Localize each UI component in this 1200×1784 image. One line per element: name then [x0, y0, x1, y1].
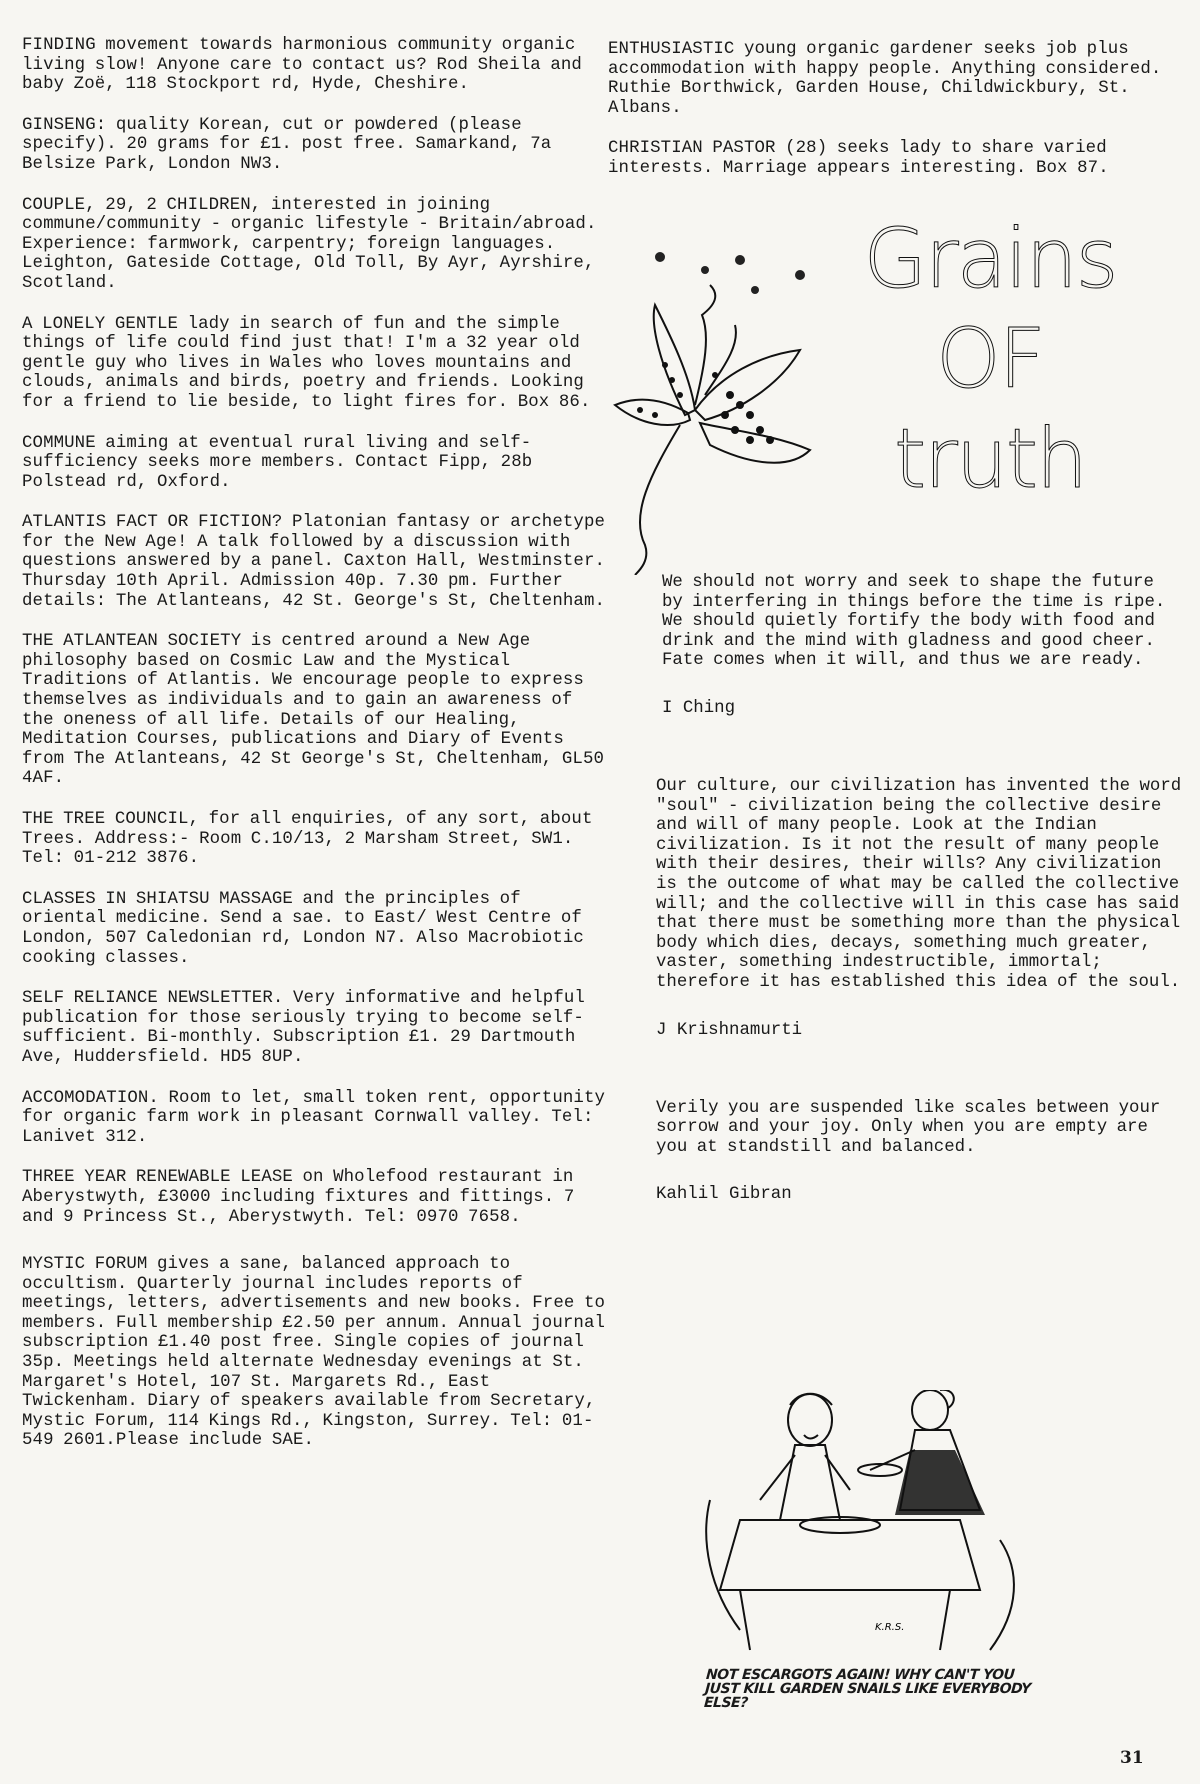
quotes-section	[656, 573, 1182, 1263]
cartoon-illustration	[700, 1390, 1060, 1670]
classified-column-right	[608, 40, 1198, 200]
feature-title-line: OF	[936, 312, 1044, 407]
classified-ad: GINSENG: quality Korean, cut or powdered (please specify). 20 grams for £1. post free. Samarkand, 7a Belsize Park, London NW3.	[22, 115, 552, 174]
feature-title	[850, 210, 1130, 510]
classified-ad: CLASSES IN SHIATSU MASSAGE and the principles of oriental medicine. Send a sae. to East/ West Centre of London, 507 Caledonian rd, London N7. Also Macrobiotic cooking classes.	[22, 889, 584, 968]
page-number: 31	[1120, 1748, 1144, 1768]
quote-text: We should not worry and seek to shape the future by interfering in things before the time is ripe. We should quietly fortify the body with food and drink and the mind with gladness and good cheer. Fate comes when it will, and thus we are ready.	[662, 573, 1166, 671]
feature-title-line: Grains	[863, 212, 1117, 307]
flower-illustration	[610, 245, 840, 575]
classified-ad: THE ATLANTEAN SOCIETY is centred around a New Age philosophy based on Cosmic Law and the Mystical Traditions of Atlantis. We encourage people to express themselves as individuals and to gain an awareness of the oneness of all life. Details of our Healing, Meditation Courses, publications and Diary of Events from The Atlanteans, 42 St George's St, Cheltenham, GL50 4AF.	[22, 632, 605, 789]
feature-title-line: truth	[894, 412, 1086, 507]
classified-ad: COUPLE, 29, 2 CHILDREN, interested in joining commune/community - organic lifestyle - Britain/abroad. Experience: farmwork, carpentry; foreign languages. Leighton, Gateside Cottage, Old Toll, By Ayr, Ayrshire, Scotland.	[22, 195, 597, 293]
cartoon-signature: K.R.S.	[875, 1622, 905, 1633]
quote-author: I Ching	[662, 698, 736, 718]
quote-author: Kahlil Gibran	[656, 1185, 792, 1205]
classified-ad: ENTHUSIASTIC young organic gardener seeks job plus accommodation with happy people. Anything considered. Ruthie Borthwick, Garden House, Childwickbury, St. Albans.	[608, 40, 1162, 118]
classified-ad: CHRISTIAN PASTOR (28) seeks lady to share varied interests. Marriage appears interesting. Box 87.	[608, 139, 1109, 178]
classified-ad: FINDING movement towards harmonious community organic living slow! Anyone care to contact us? Rod Sheila and baby Zoë, 118 Stockport rd, Hyde, Cheshire.	[22, 36, 582, 95]
cartoon-caption: NOT ESCARGOTS AGAIN! WHY CAN'T YOU JUST KILL GARDEN SNAILS LIKE EVERYBODY ELSE?	[703, 1667, 1032, 1711]
quote-text: Our culture, our civilization has invented the word "soul" - civilization being the collective desire and will of many people. Look at the Indian civilization. Is it not the result of many people with their desires, their wills? Any civilization is the outcome of what may be called the collective will; and the collective will in this case has said that there must be something more than the physical body which dies, decays, something much greater, vaster, something indestructible, immortal; therefore it has established this idea of the soul.	[656, 776, 1182, 992]
quote-text: Verily you are suspended like scales between your sorrow and your joy. Only when you are empty are you at standstill and balanced.	[656, 1098, 1161, 1157]
classified-ad: ACCOMODATION. Room to let, small token rent, opportunity for organic farm work in pleasant Cornwall valley. Tel: Lanivet 312.	[22, 1088, 606, 1147]
classified-ad: A LONELY GENTLE lady in search of fun and the simple things of life could find just that! I'm a 32 year old gentle guy who lives in Wales who loves mountains and clouds, animals and birds, poetry and friends. Looking for a friend to lie beside, to light fires for. Box 86.	[22, 314, 591, 412]
classified-column-left	[22, 36, 612, 1472]
classified-ad: COMMUNE aiming at eventual rural living and self-sufficiency seeks more members. Contact Fipp, 28b Polstead rd, Oxford.	[22, 433, 533, 492]
classified-ad: THREE YEAR RENEWABLE LEASE on Wholefood restaurant in Aberystwyth, £3000 including fixtures and fittings. 7 and 9 Princess St., Aberystwyth. Tel: 0970 7658.	[22, 1168, 575, 1227]
classified-ad: SELF RELIANCE NEWSLETTER. Very informative and helpful publication for those seriously trying to become self-sufficient. Bi-monthly. Subscription £1. 29 Dartmouth Ave, Huddersfield. HD5 8UP.	[22, 989, 585, 1067]
classified-ad: THE TREE COUNCIL, for all enquiries, of any sort, about Trees. Address:- Room C.10/13, 2 Marsham Street, SW1. Tel: 01-212 3876.	[22, 810, 593, 869]
quote-author: J Krishnamurti	[656, 1020, 803, 1040]
classified-ad: ATLANTIS FACT OR FICTION? Platonian fantasy or archetype for the New Age! A talk followed by a discussion with questions answered by a panel. Caxton Hall, Westminster. Thursday 10th April. Admission 40p. 7.30 pm. Further details: The Atlanteans, 42 St. George's St, Cheltenham.	[22, 513, 606, 611]
classified-ad: MYSTIC FORUM gives a sane, balanced approach to occultism. Quarterly journal includes reports of meetings, letters, advertisements and new books. Free to members. Full membership £2.50 per annum. Annual journal subscription £1.40 post free. Single copies of journal 35p. Meetings held alternate Wednesday evenings at St. Margaret's Hotel, 107 St. Margarets Rd., East Twickenham. Diary of speakers available from Secretary, Mystic Forum, 114 Kings Rd., Kingston, Surrey. Tel: 01-549 2601.Please include SAE.	[22, 1255, 606, 1451]
